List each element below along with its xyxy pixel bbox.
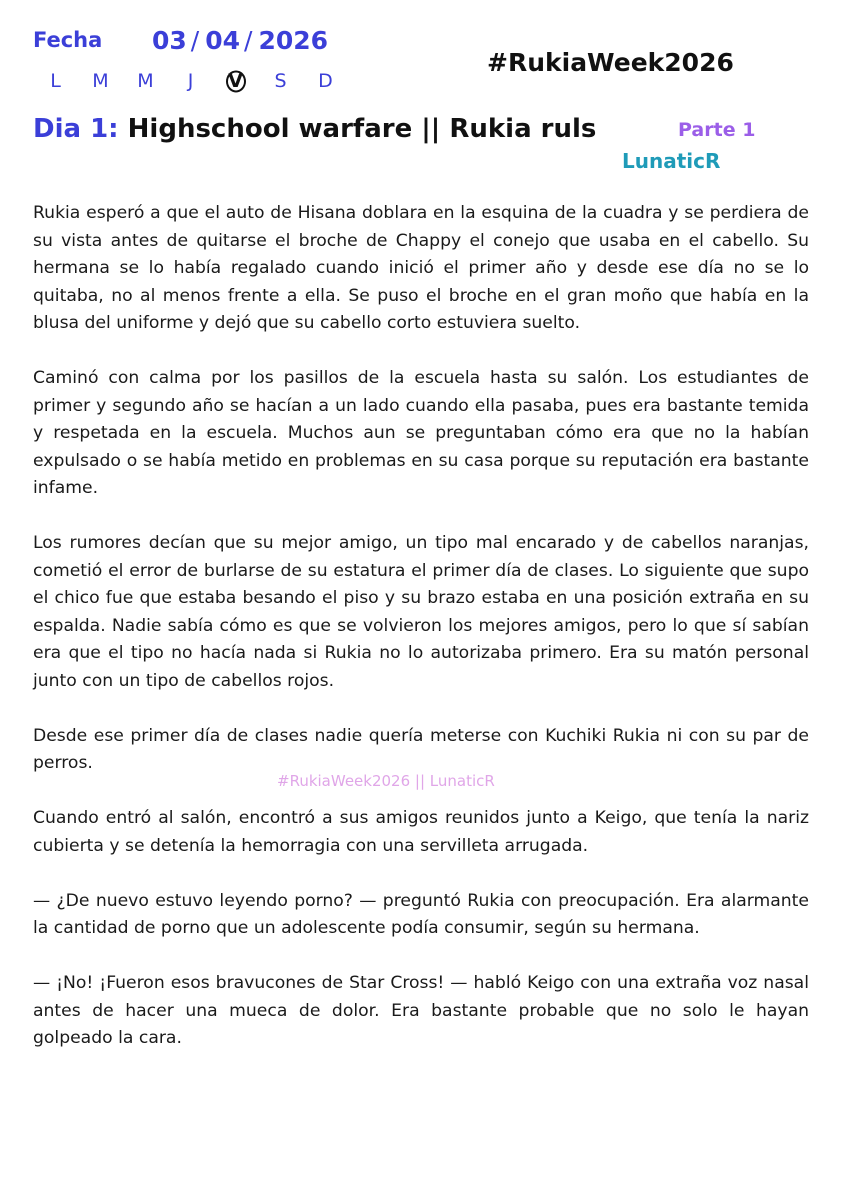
weekday-domingo: D xyxy=(318,70,333,92)
story-body xyxy=(33,200,809,1080)
part-label: Parte 1 xyxy=(678,119,756,141)
date-separator: / xyxy=(244,26,253,55)
story-paragraph: — ¿De nuevo estuvo leyendo porno? — preguntó Rukia con preocupación. Era alarmante la cantidad de porno que un adolescente podía consumir, según su hermana. xyxy=(33,890,809,938)
story-paragraph: — ¡No! ¡Fueron esos bravucones de Star Cross! — habló Keigo con una extraña voz nasal antes de hacer una mueca de dolor. Era bastante probable que no solo le hayan golpeado la cara. xyxy=(33,973,809,1048)
fecha-label: Fecha xyxy=(33,28,103,52)
weekday-jueves: J xyxy=(187,70,194,92)
watermark: #RukiaWeek2026 || LunaticR xyxy=(277,772,495,790)
day-label: Dia 1: xyxy=(33,114,119,144)
weekday-miercoles: M xyxy=(137,70,154,92)
chapter-title-text: Highschool warfare || Rukia ruls xyxy=(127,114,597,144)
event-hashtag: #RukiaWeek2026 xyxy=(487,48,734,77)
weekday-viernes-selected: V xyxy=(213,70,258,92)
weekday-sabado: S xyxy=(274,70,287,92)
weekday-lunes: L xyxy=(50,70,61,92)
chapter-title xyxy=(33,114,596,144)
story-paragraph: Desde ese primer día de clases nadie quería meterse con Kuchiki Rukia ni con su par de perros. xyxy=(33,725,809,773)
weekday-martes: M xyxy=(92,70,109,92)
date-separator: / xyxy=(190,26,200,55)
story-paragraph: Caminó con calma por los pasillos de la escuela hasta su salón. Los estudiantes de primer y segundo año se hacían a un lado cuando ella pasaba, pues era bastante temida y respetada en la escuela. Muchos aun se preguntaban cómo era que no la habían expulsado o se había metido en problemas en su casa porque su reputación era bastante infame. xyxy=(33,368,809,498)
date-day: 03 xyxy=(152,26,187,55)
story-paragraph: Cuando entró al salón, encontró a sus amigos reunidos junto a Keigo, que tenía la nariz cubierta y se detenía la hemorragia con una servilleta arrugada. xyxy=(33,808,809,856)
author-name: LunaticR xyxy=(622,149,721,173)
date-display xyxy=(152,26,328,55)
story-paragraph: Los rumores decían que su mejor amigo, un tipo mal encarado y de cabellos naranjas, cometió el error de burlarse de su estatura el primer día de clases. Lo siguiente que supo el chico fue que estaba besando el piso y su brazo estaba en una posición extraña en su espalda. Nadie sabía cómo es que se volvieron los mejores amigos, pero lo que sí sabían era que el tipo no hacía nada si Rukia no lo autorizaba primero. Era su matón personal junto con un tipo de cabellos rojos. xyxy=(33,533,809,691)
weekday-selector xyxy=(33,70,348,92)
story-paragraph: Rukia esperó a que el auto de Hisana doblara en la esquina de la cuadra y se perdiera de su vista antes de quitarse el broche de Chappy el conejo que usaba en el cabello. Su hermana se lo había regalado cuando inició el primer año y desde ese día no se lo quitaba, no al menos frente a ella. Se puso el broche en el gran moño que había en la blusa del uniforme y dejó que su cabello corto estuviera suelto. xyxy=(33,203,809,333)
date-month: 04 xyxy=(205,26,241,55)
date-year: 2026 xyxy=(258,26,329,55)
